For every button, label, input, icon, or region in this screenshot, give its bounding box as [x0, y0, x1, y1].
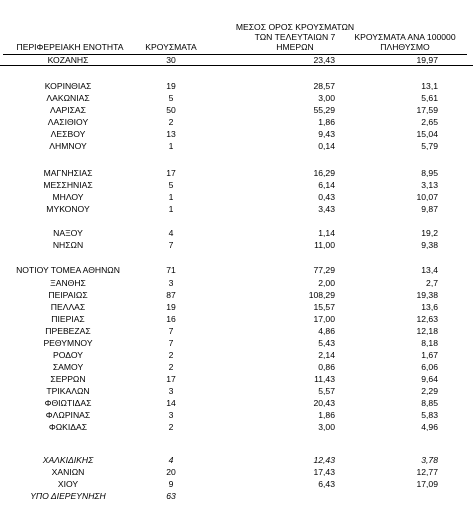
cases-value: 71: [166, 265, 176, 275]
region-name: ΚΟΡΙΝΘΙΑΣ: [44, 81, 92, 91]
region-name: ΜΑΓΝΗΣΙΑΣ: [43, 168, 93, 178]
cases-value: 19: [166, 81, 176, 91]
rate-per-100k-value: 13,6: [421, 302, 438, 312]
rate-per-100k-value: 12,18: [416, 326, 438, 336]
rate-per-100k-value: 5,79: [421, 141, 438, 151]
cases-value: 1: [168, 204, 174, 214]
rate-per-100k-value: 8,95: [421, 168, 438, 178]
rate-per-100k-value: 9,87: [421, 204, 438, 214]
avg-7day-value: 2,14: [318, 350, 335, 360]
rate-per-100k-value: 4,96: [421, 422, 438, 432]
cases-value: 30: [166, 55, 176, 65]
table-row: [0, 314, 473, 325]
cases-value: 7: [168, 240, 174, 250]
avg-7day-value: 6,14: [318, 180, 335, 190]
region-name: ΞΑΝΘΗΣ: [50, 278, 86, 288]
cases-value: 4: [168, 228, 174, 238]
region-name: ΣΕΡΡΩΝ: [50, 374, 86, 384]
cases-value: 13: [166, 129, 176, 139]
table-row: [0, 55, 473, 66]
avg-7day-value: 16,29: [313, 168, 335, 178]
region-name: ΚΟΖΑΝΗΣ: [47, 55, 89, 65]
rate-per-100k-value: 13,4: [421, 265, 438, 275]
rate-per-100k-value: 2,29: [421, 386, 438, 396]
table-row: [0, 467, 473, 478]
region-name: ΡΟΔΟΥ: [53, 350, 83, 360]
region-name: ΜΕΣΣΗΝΙΑΣ: [43, 180, 93, 190]
rate-per-100k-value: 12,63: [416, 314, 438, 324]
table-row: [0, 350, 473, 361]
cases-value: 1: [168, 192, 174, 202]
rate-per-100k-value: 6,06: [421, 362, 438, 372]
cases-value: 2: [168, 422, 174, 432]
avg-7day-value: 108,29: [308, 290, 335, 300]
rate-per-100k-value: 9,64: [421, 374, 438, 384]
avg-7day-value: 0,43: [318, 192, 335, 202]
cases-value: 87: [166, 290, 176, 300]
cases-value: 19: [166, 302, 176, 312]
table-row: [0, 326, 473, 337]
cases-value: 2: [168, 117, 174, 127]
cases-value: 63: [166, 491, 176, 501]
table-row: [0, 117, 473, 128]
rate-per-100k-value: 5,61: [421, 93, 438, 103]
table-row: [0, 168, 473, 179]
row-divider: [0, 65, 473, 66]
table-row: [0, 204, 473, 215]
table-row: [0, 180, 473, 191]
table-row: [0, 491, 473, 502]
table-row: [0, 141, 473, 152]
header-avg-line2: ΤΩΝ ΤΕΛΕΥΤΑΙΩΝ 7: [254, 32, 336, 42]
cases-value: 5: [168, 180, 174, 190]
avg-7day-value: 1,86: [318, 117, 335, 127]
table-row: [0, 240, 473, 251]
region-name: ΛΑΡΙΣΑΣ: [50, 105, 86, 115]
table-row: [0, 129, 473, 140]
avg-7day-value: 28,57: [313, 81, 335, 91]
cases-value: 17: [166, 374, 176, 384]
header-avg-line3: ΗΜΕΡΩΝ: [276, 42, 314, 52]
table-row: [0, 265, 473, 276]
region-name: ΜΥΚΟΝΟΥ: [46, 204, 90, 214]
table-row: [0, 479, 473, 490]
cases-value: 14: [166, 398, 176, 408]
header-avg-line1: ΜΕΣΟΣ ΟΡΟΣ ΚΡΟΥΣΜΑΤΩΝ: [235, 22, 355, 32]
rate-per-100k-value: 2,7: [426, 278, 438, 288]
avg-7day-value: 0,86: [318, 362, 335, 372]
table-row: [0, 302, 473, 313]
table-row: [0, 362, 473, 373]
region-name: ΦΛΩΡΙΝΑΣ: [45, 410, 91, 420]
rate-per-100k-value: 2,65: [421, 117, 438, 127]
cases-value: 5: [168, 93, 174, 103]
avg-7day-value: 1,14: [318, 228, 335, 238]
cases-value: 17: [166, 168, 176, 178]
region-name: ΛΑΚΩΝΙΑΣ: [46, 93, 90, 103]
cases-value: 3: [168, 410, 174, 420]
avg-7day-value: 12,43: [313, 455, 335, 465]
avg-7day-value: 17,43: [313, 467, 335, 477]
cases-value: 7: [168, 326, 174, 336]
cases-value: 3: [168, 278, 174, 288]
avg-7day-value: 15,57: [313, 302, 335, 312]
avg-7day-value: 55,29: [313, 105, 335, 115]
region-name: ΤΡΙΚΑΛΩΝ: [46, 386, 90, 396]
rate-per-100k-value: 17,09: [416, 479, 438, 489]
region-name: ΛΑΣΙΘΙΟΥ: [47, 117, 89, 127]
rate-per-100k-value: 13,1: [421, 81, 438, 91]
region-name: ΧΑΛΚΙΔΙΚΗΣ: [42, 455, 94, 465]
table-row: [0, 192, 473, 203]
avg-7day-value: 77,29: [313, 265, 335, 275]
cases-value: 4: [168, 455, 174, 465]
cases-value: 2: [168, 350, 174, 360]
region-name: ΧΙΟΥ: [57, 479, 79, 489]
cases-value: 16: [166, 314, 176, 324]
rate-per-100k-value: 19,2: [421, 228, 438, 238]
avg-7day-value: 3,43: [318, 204, 335, 214]
region-name: ΛΗΜΝΟΥ: [49, 141, 87, 151]
region-name: ΠΕΛΛΑΣ: [50, 302, 86, 312]
table-row: [0, 93, 473, 104]
avg-7day-value: 17,00: [313, 314, 335, 324]
region-name: ΝΟΤΙΟΥ ΤΟΜΕΑ ΑΘΗΝΩΝ: [16, 265, 120, 275]
avg-7day-value: 1,86: [318, 410, 335, 420]
table-row: [0, 455, 473, 466]
region-name: ΧΑΝΙΩΝ: [51, 467, 85, 477]
table-row: [0, 105, 473, 116]
table-row: [0, 290, 473, 301]
cases-value: 3: [168, 386, 174, 396]
header-name: ΠΕΡΙΦΕΡΕΙΑΚΗ ΕΝΟΤΗΤΑ: [16, 42, 124, 52]
rate-per-100k-value: 15,04: [416, 129, 438, 139]
region-name: ΠΕΙΡΑΙΩΣ: [48, 290, 88, 300]
table-row: [0, 410, 473, 421]
header-rate-line2: ΠΛΗΘΥΣΜΟ: [380, 42, 430, 52]
region-name: ΦΩΚΙΔΑΣ: [48, 422, 88, 432]
header-cases: ΚΡΟΥΣΜΑΤΑ: [145, 42, 197, 52]
region-name: ΠΙΕΡΙΑΣ: [51, 314, 85, 324]
region-name: ΦΘΙΩΤΙΔΑΣ: [44, 398, 92, 408]
avg-7day-value: 20,43: [313, 398, 335, 408]
table-row: [0, 278, 473, 289]
cases-value: 1: [168, 141, 174, 151]
rate-per-100k-value: 17,59: [416, 105, 438, 115]
avg-7day-value: 4,86: [318, 326, 335, 336]
rate-per-100k-value: 5,83: [421, 410, 438, 420]
table-row: [0, 398, 473, 409]
region-name: ΜΗΛΟΥ: [52, 192, 84, 202]
table-row: [0, 422, 473, 433]
cases-value: 50: [166, 105, 176, 115]
avg-7day-value: 11,43: [314, 374, 335, 384]
avg-7day-value: 3,00: [318, 93, 335, 103]
rate-per-100k-value: 12,77: [416, 467, 438, 477]
rate-per-100k-value: 19,38: [416, 290, 438, 300]
rate-per-100k-value: 1,67: [421, 350, 438, 360]
rate-per-100k-value: 3,13: [421, 180, 438, 190]
avg-7day-value: 2,00: [318, 278, 335, 288]
rate-per-100k-value: 8,85: [421, 398, 438, 408]
avg-7day-value: 3,00: [318, 422, 335, 432]
table-row: [0, 338, 473, 349]
header-rate-line1: ΚΡΟΥΣΜΑΤΑ ΑΝΑ 100000: [354, 32, 456, 42]
avg-7day-value: 23,43: [313, 55, 335, 65]
avg-7day-value: 11,00: [314, 240, 335, 250]
region-name: ΣΑΜΟΥ: [52, 362, 84, 372]
table-row: [0, 386, 473, 397]
avg-7day-value: 6,43: [318, 479, 335, 489]
cases-value: 2: [168, 362, 174, 372]
rate-per-100k-value: 10,07: [416, 192, 438, 202]
table-row: [0, 228, 473, 239]
region-name: ΝΑΞΟΥ: [53, 228, 83, 238]
rate-per-100k-value: 3,78: [421, 455, 438, 465]
rate-per-100k-value: 8,18: [421, 338, 438, 348]
region-name: ΛΕΣΒΟΥ: [50, 129, 86, 139]
avg-7day-value: 9,43: [318, 129, 335, 139]
table-row: [0, 81, 473, 92]
avg-7day-value: 5,43: [318, 338, 335, 348]
rate-per-100k-value: 19,97: [416, 55, 438, 65]
avg-7day-value: 5,57: [318, 386, 335, 396]
cases-value: 7: [168, 338, 174, 348]
region-name: ΝΗΣΩΝ: [52, 240, 84, 250]
region-name: ΡΕΘΥΜΝΟΥ: [43, 338, 93, 348]
rate-per-100k-value: 9,38: [421, 240, 438, 250]
region-name: ΥΠΟ ΔΙΕΡΕΥΝΗΣΗ: [30, 491, 106, 501]
region-name: ΠΡΕΒΕΖΑΣ: [45, 326, 91, 336]
avg-7day-value: 0,14: [318, 141, 335, 151]
cases-value: 9: [168, 479, 174, 489]
table-row: [0, 374, 473, 385]
cases-value: 20: [166, 467, 176, 477]
